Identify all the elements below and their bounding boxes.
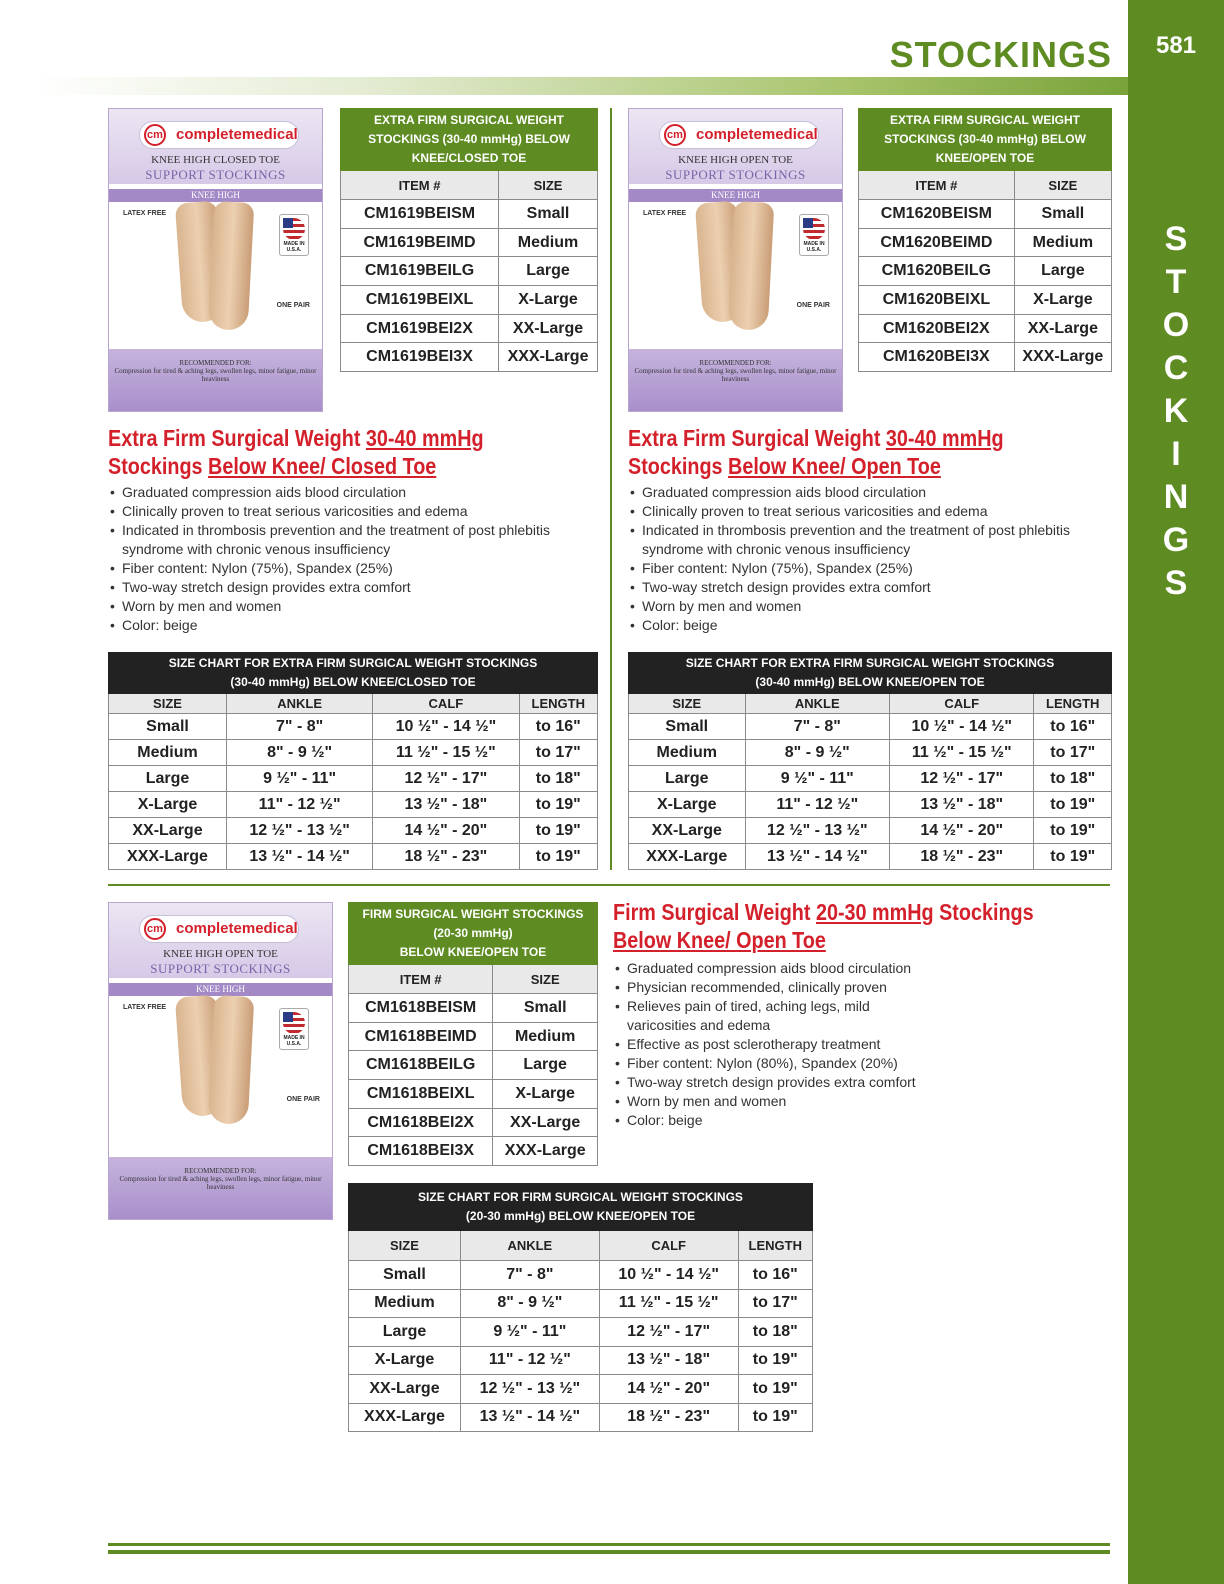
latex-free-label: LATEX FREE [643,210,687,217]
usa-flag-icon [799,214,829,256]
table-row [109,818,598,844]
cell: Large [109,766,227,792]
item-number: CM1619BEI3X [341,343,499,372]
table-row [341,228,598,257]
sidebar-letter: S [1164,564,1188,602]
table-row [349,1080,598,1109]
section-divider [108,884,1110,886]
cell: 11 ½" - 15 ½" [599,1289,738,1318]
cell: X-Large [109,792,227,818]
col-header: LENGTH [738,1231,812,1261]
item-size: XX-Large [1014,314,1111,343]
item-table-style: BELOW KNEE/OPEN TOE [399,945,547,959]
box-band: KNEE HIGH [109,983,332,996]
cell: Small [629,714,746,740]
table-row [859,286,1112,315]
cell: to 19" [738,1375,812,1404]
col-header: CALF [599,1231,738,1261]
box-band: KNEE HIGH [109,189,322,202]
col-header-item: ITEM # [859,171,1015,200]
cell: to 17" [738,1289,812,1318]
item-number: CM1620BEIXL [859,286,1015,315]
title-part: Stockings [108,453,209,479]
table-row [349,1346,813,1375]
item-table-pressure: (20-30 mmHg) [433,926,513,940]
cell: X-Large [349,1346,461,1375]
cell: XX-Large [109,818,227,844]
table-row [109,714,598,740]
cell: 14 ½" - 20" [890,818,1034,844]
item-number: CM1619BEISM [341,200,499,229]
cell: 7" - 8" [745,714,889,740]
item-size: Large [493,1051,598,1080]
cell: to 18" [1034,766,1112,792]
latex-free-label: LATEX FREE [123,210,167,217]
table-row [109,766,598,792]
product-title [108,424,484,480]
size-chart-subtitle: (20-30 mmHg) BELOW KNEE/OPEN TOE [465,1209,696,1223]
list-item: • Worn by men and women [108,597,598,616]
cell: 11" - 12 ½" [460,1346,599,1375]
cell: 11 ½" - 15 ½" [373,740,519,766]
cell: to 16" [519,714,597,740]
cell: to 16" [1034,714,1112,740]
table-row [349,1375,813,1404]
item-size: Medium [499,228,598,257]
table-row [859,228,1112,257]
table-row [341,257,598,286]
item-size: XXX-Large [493,1137,598,1166]
feature-list [613,959,1103,1130]
cell: 9 ½" - 11" [226,766,372,792]
recommended-heading: RECOMMENDED FOR: [699,359,772,367]
cell: 18 ½" - 23" [599,1403,738,1432]
item-size: XXX-Large [1014,343,1111,372]
size-chart-header [109,653,598,694]
list-item: • Indicated in thrombosis prevention and the treatment of post phlebitis syndrome with chronic venous insufficiency [108,521,598,559]
table-row [341,200,598,229]
table-row [629,818,1112,844]
table-row [349,1289,813,1318]
table-row [349,1137,598,1166]
cell: XX-Large [349,1375,461,1404]
sidebar-letter: S [1164,220,1188,258]
cell: 9 ½" - 11" [460,1318,599,1347]
cell: 9 ½" - 11" [745,766,889,792]
table-row [349,1108,598,1137]
cell: 13 ½" - 14 ½" [226,844,372,870]
leg-illustration [728,201,775,331]
made-in-usa-label: MADE IN U.S.A. [283,1035,305,1047]
cell: 12 ½" - 17" [373,766,519,792]
table-row [629,844,1112,870]
size-chart-subtitle: (30-40 mmHg) BELOW KNEE/CLOSED TOE [230,675,476,689]
item-table-open-toe [858,108,1112,372]
table-row [349,1022,598,1051]
item-number: CM1618BEILG [349,1051,493,1080]
sidebar-letter: I [1171,435,1181,473]
cell: 11" - 12 ½" [745,792,889,818]
list-item: • Worn by men and women [628,597,1112,616]
col-header-size: SIZE [493,965,598,994]
cell: XXX-Large [109,844,227,870]
box-title: SUPPORT STOCKINGS [150,961,291,976]
item-table-closed-toe [340,108,598,372]
list-item: • Two-way stretch design provides extra comfort [108,578,598,597]
one-pair-label: ONE PAIR [276,302,310,309]
table-row [859,257,1112,286]
table-row [109,844,598,870]
size-chart-title: SIZE CHART FOR EXTRA FIRM SURGICAL WEIGHT STOCKINGS [168,656,538,670]
cell: 10 ½" - 14 ½" [890,714,1034,740]
product-image-firm-open-toe [108,902,333,1220]
table-row [629,740,1112,766]
size-chart-header [349,1184,813,1231]
item-size: XX-Large [499,314,598,343]
list-item: • Clinically proven to treat serious varicosities and edema [628,502,1112,521]
list-item: • Graduated compression aids blood circulation [613,959,1103,978]
item-size: X-Large [1014,286,1111,315]
table-row [629,766,1112,792]
table-row [859,200,1112,229]
list-item: • Color: beige [613,1111,1103,1130]
size-chart-title: SIZE CHART FOR EXTRA FIRM SURGICAL WEIGHT STOCKINGS [685,656,1055,670]
brand-logo [659,121,819,149]
recommended-heading: RECOMMENDED FOR: [179,359,252,367]
leg-illustration [208,995,255,1125]
leg-illustration [208,201,255,331]
cell: Medium [349,1289,461,1318]
table-row [349,1261,813,1290]
size-chart-header [629,653,1112,694]
cell: to 19" [1034,818,1112,844]
cell: to 17" [1034,740,1112,766]
made-in-usa-label: MADE IN U.S.A. [283,241,305,253]
list-item: • Color: beige [108,616,598,635]
list-item: • Effective as post sclerotherapy treatment [613,1035,1103,1054]
item-number: CM1619BEILG [341,257,499,286]
cell: 14 ½" - 20" [373,818,519,844]
box-title: SUPPORT STOCKINGS [665,167,806,182]
recommended-text: Compression for tired & aching legs, swollen legs, minor fatigue, minor heaviness [114,367,317,383]
col-header-item: ITEM # [341,171,499,200]
cell: Small [349,1261,461,1290]
cell: to 17" [519,740,597,766]
usa-flag-icon [279,214,309,256]
cell: to 19" [1034,792,1112,818]
recommended-heading: RECOMMENDED FOR: [184,1167,257,1175]
table-row [349,1403,813,1432]
cell: X-Large [629,792,746,818]
cell: XXX-Large [349,1403,461,1432]
item-size: XXX-Large [499,343,598,372]
item-table-firm-open-toe [348,902,598,1166]
col-header: CALF [373,694,519,714]
feature-list [108,483,598,635]
cell: 8" - 9 ½" [226,740,372,766]
item-table-header [349,903,598,965]
list-item: • Fiber content: Nylon (75%), Spandex (25%) [108,559,598,578]
one-pair-label: ONE PAIR [286,1096,320,1103]
table-row [341,286,598,315]
cell: 11" - 12 ½" [226,792,372,818]
cell: to 18" [519,766,597,792]
item-number: CM1620BEIMD [859,228,1015,257]
item-size: XX-Large [493,1108,598,1137]
brand-mark-icon: cm [144,124,166,146]
cell: 8" - 9 ½" [460,1289,599,1318]
list-item: • Indicated in thrombosis prevention and the treatment of post phlebitis syndrome with chronic venous insufficiency [628,521,1112,559]
sidebar-letter: O [1162,306,1190,344]
product-image-open-toe [628,108,843,412]
cell: to 19" [519,792,597,818]
item-number: CM1620BEI3X [859,343,1015,372]
title-pressure: 30-40 mmHg [365,425,484,451]
cell: 12 ½" - 13 ½" [460,1375,599,1404]
brand-mark-icon: cm [144,918,166,940]
brand-mark-icon: cm [664,124,686,146]
item-number: CM1618BEIXL [349,1080,493,1109]
title-part: Stockings [933,899,1034,925]
cell: to 18" [738,1318,812,1347]
list-item: • Clinically proven to treat serious varicosities and edema [108,502,598,521]
size-chart-closed-toe [108,652,598,870]
table-row [341,314,598,343]
list-item: • Physician recommended, clinically proven [613,978,1103,997]
title-part: Extra Firm Surgical Weight [628,425,886,451]
feature-list [628,483,1112,635]
cell: to 16" [738,1261,812,1290]
table-row [349,1051,598,1080]
footer-rule-top [108,1543,1110,1546]
cell: 13 ½" - 18" [599,1346,738,1375]
title-part: Extra Firm Surgical Weight [108,425,366,451]
sidebar-letter: C [1163,349,1189,387]
cell: Large [349,1318,461,1347]
title-part: Stockings [628,453,729,479]
list-item: • Worn by men and women [613,1092,1103,1111]
size-chart-title: SIZE CHART FOR FIRM SURGICAL WEIGHT STOCKINGS [418,1190,743,1204]
item-number: CM1620BEILG [859,257,1015,286]
item-size: X-Large [493,1080,598,1109]
cell: 11 ½" - 15 ½" [890,740,1034,766]
sidebar-vertical-label [1128,218,1224,605]
item-size: X-Large [499,286,598,315]
col-header: SIZE [349,1231,461,1261]
cell: 10 ½" - 14 ½" [373,714,519,740]
size-chart-firm-open-toe [348,1183,813,1432]
usa-flag-icon [279,1008,309,1050]
size-chart-subtitle: (30-40 mmHg) BELOW KNEE/OPEN TOE [755,675,985,689]
col-header: SIZE [109,694,227,714]
cell: 13 ½" - 18" [373,792,519,818]
brand-name: completemedical [176,920,298,937]
item-number: CM1618BEI3X [349,1137,493,1166]
list-item: • Relieves pain of tired, aching legs, mild varicosities and edema [613,997,873,1035]
cell: Medium [109,740,227,766]
section-title: STOCKINGS [889,34,1112,75]
cell: 12 ½" - 13 ½" [226,818,372,844]
cell: XX-Large [629,818,746,844]
title-style: Below Knee/ Open Toe [613,927,826,953]
col-header-size: SIZE [1014,171,1111,200]
cell: to 19" [519,844,597,870]
cell: 12 ½" - 17" [599,1318,738,1347]
sidebar-letter: K [1163,392,1189,430]
title-pressure: 30-40 mmHg [885,425,1004,451]
product-image-closed-toe [108,108,323,412]
cell: 18 ½" - 23" [890,844,1034,870]
col-header: LENGTH [519,694,597,714]
brand-name: completemedical [696,126,818,143]
item-number: CM1620BEI2X [859,314,1015,343]
cell: 13 ½" - 14 ½" [460,1403,599,1432]
list-item: • Graduated compression aids blood circulation [628,483,1112,502]
cell: 12 ½" - 17" [890,766,1034,792]
title-pressure: 20-30 mmHg [815,899,934,925]
col-header: ANKLE [745,694,889,714]
list-item: • Graduated compression aids blood circulation [108,483,598,502]
col-header: CALF [890,694,1034,714]
item-number: CM1618BEISM [349,994,493,1023]
cell: to 19" [519,818,597,844]
title-style: Below Knee/ Closed Toe [208,453,437,479]
col-header-size: SIZE [499,171,598,200]
table-row [349,994,598,1023]
item-table-header: EXTRA FIRM SURGICAL WEIGHT STOCKINGS (30-40 mmHg) BELOW KNEE/CLOSED TOE [341,109,598,171]
item-size: Medium [493,1022,598,1051]
list-item: • Fiber content: Nylon (80%), Spandex (20%) [613,1054,1103,1073]
footer-rule-bottom [108,1550,1110,1554]
header-gradient-bar [35,77,1128,95]
title-part: Firm Surgical Weight [613,899,816,925]
item-size: Large [1014,257,1111,286]
box-subtitle: KNEE HIGH CLOSED TOE [151,154,280,166]
table-row [349,1318,813,1347]
table-row [859,343,1112,372]
cell: 8" - 9 ½" [745,740,889,766]
cell: 13 ½" - 14 ½" [745,844,889,870]
brand-logo [139,121,299,149]
col-header: LENGTH [1034,694,1112,714]
cell: Medium [629,740,746,766]
item-size: Large [499,257,598,286]
brand-logo [139,915,299,943]
sidebar-letter: T [1165,263,1187,301]
sidebar-letter: G [1162,521,1190,559]
table-row [341,343,598,372]
list-item: • Two-way stretch design provides extra comfort [613,1073,1103,1092]
cell: to 19" [1034,844,1112,870]
sidebar-letter: N [1163,478,1189,516]
page-number: 581 [1155,32,1197,59]
made-in-usa-label: MADE IN U.S.A. [803,241,825,253]
product-title [628,424,1004,480]
item-table-title: FIRM SURGICAL WEIGHT STOCKINGS [362,907,584,921]
col-header: ANKLE [226,694,372,714]
cell: Small [109,714,227,740]
table-row [859,314,1112,343]
column-divider [610,108,612,870]
cell: 10 ½" - 14 ½" [599,1261,738,1290]
size-chart-open-toe [628,652,1112,870]
box-title: SUPPORT STOCKINGS [145,167,286,182]
cell: 18 ½" - 23" [373,844,519,870]
table-row [629,714,1112,740]
col-header-item: ITEM # [349,965,493,994]
cell: Large [629,766,746,792]
box-subtitle: KNEE HIGH OPEN TOE [678,154,793,166]
cell: to 19" [738,1346,812,1375]
box-band: KNEE HIGH [629,189,842,202]
cell: 7" - 8" [460,1261,599,1290]
product-title [613,898,1034,954]
table-row [109,792,598,818]
box-subtitle: KNEE HIGH OPEN TOE [163,948,278,960]
cell: 13 ½" - 18" [890,792,1034,818]
list-item: • Fiber content: Nylon (75%), Spandex (25%) [628,559,1112,578]
item-number: CM1619BEIMD [341,228,499,257]
list-item: • Color: beige [628,616,1112,635]
cell: 7" - 8" [226,714,372,740]
cell: 14 ½" - 20" [599,1375,738,1404]
brand-name: completemedical [176,126,298,143]
item-number: CM1620BEISM [859,200,1015,229]
one-pair-label: ONE PAIR [796,302,830,309]
item-size: Small [493,994,598,1023]
cell: XXX-Large [629,844,746,870]
latex-free-label: LATEX FREE [123,1004,167,1011]
cell: 12 ½" - 13 ½" [745,818,889,844]
col-header: SIZE [629,694,746,714]
table-row [629,792,1112,818]
item-number: CM1619BEIXL [341,286,499,315]
item-number: CM1618BEIMD [349,1022,493,1051]
item-size: Small [1014,200,1111,229]
item-number: CM1619BEI2X [341,314,499,343]
cell: to 19" [738,1403,812,1432]
item-table-header: EXTRA FIRM SURGICAL WEIGHT STOCKINGS (30-40 mmHg) BELOW KNEE/OPEN TOE [859,109,1112,171]
recommended-text: Compression for tired & aching legs, swollen legs, minor fatigue, minor heaviness [634,367,837,383]
item-number: CM1618BEI2X [349,1108,493,1137]
list-item: • Two-way stretch design provides extra comfort [628,578,1112,597]
item-size: Medium [1014,228,1111,257]
col-header: ANKLE [460,1231,599,1261]
recommended-text: Compression for tired & aching legs, swollen legs, minor fatigue, minor heaviness [119,1175,322,1191]
item-size: Small [499,200,598,229]
title-style: Below Knee/ Open Toe [728,453,941,479]
table-row [109,740,598,766]
